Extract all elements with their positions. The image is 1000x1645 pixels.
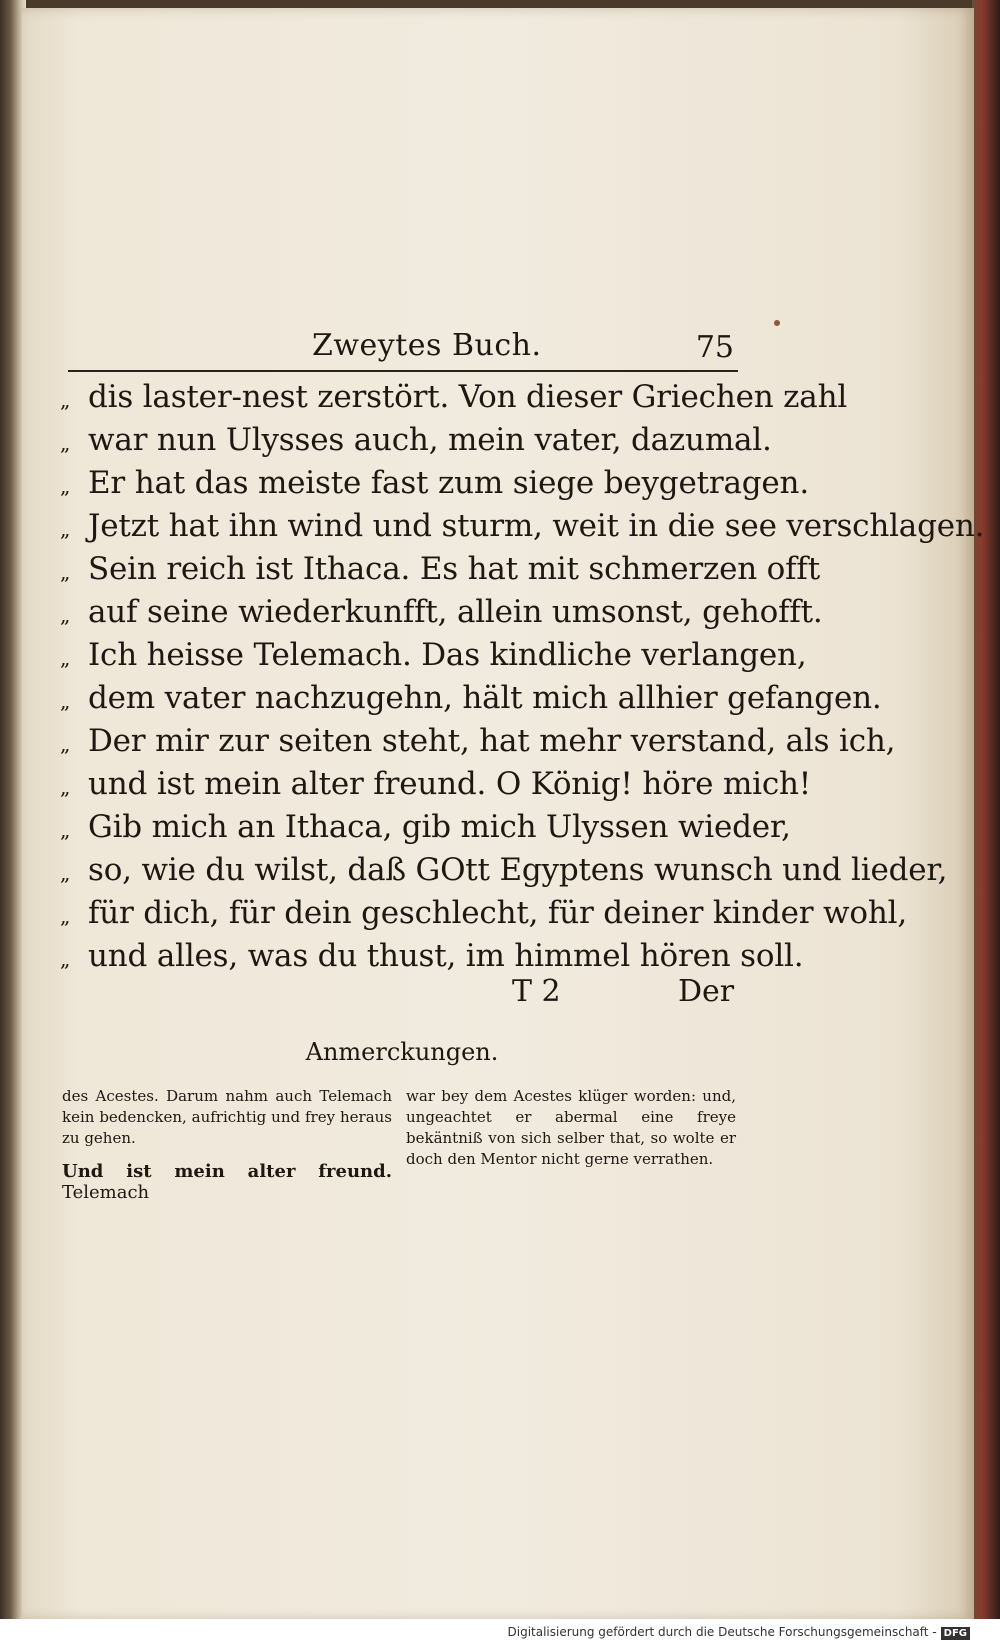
verse-text: war nun Ulysses auch, mein vater, dazumal. <box>88 422 772 458</box>
quote-mark: „ <box>60 388 71 412</box>
note-paragraph: war bey dem Acestes klüger worden: und, ungeachtet er abermal eine freye bekäntniß von sich selber that, so wolte er doch den Mentor nicht gerne verrathen. <box>406 1087 736 1168</box>
verse-line <box>60 892 907 935</box>
running-title: Zweytes Buch. <box>312 328 542 363</box>
verse-line <box>60 935 804 978</box>
notes-column-right <box>406 1086 736 1170</box>
verse-block <box>60 376 985 978</box>
verse-line <box>60 634 807 677</box>
verse-text: dem vater nachzugehn, hält mich allhier gefangen. <box>88 680 882 716</box>
note-paragraph: des Acestes. Darum nahm auch Telemach kein bedencken, aufrichtig und frey heraus zu gehen. <box>62 1087 392 1147</box>
quote-mark: „ <box>60 818 71 842</box>
verse-line <box>60 720 896 763</box>
book-binding <box>972 0 1000 1645</box>
footer-strip <box>0 1619 1000 1645</box>
note-paragraph <box>62 1161 392 1203</box>
dfg-logo: DFG <box>941 1627 970 1640</box>
verse-text: Sein reich ist Ithaca. Es hat mit schmerzen offt <box>88 551 820 587</box>
verse-line <box>60 419 772 462</box>
footer-credit-text: Digitalisierung gefördert durch die Deutsche Forschungsgemeinschaft - <box>507 1625 937 1639</box>
quote-mark: „ <box>60 947 71 971</box>
verse-text: Er hat das meiste fast zum siege beygetragen. <box>88 465 809 501</box>
quote-mark: „ <box>60 646 71 670</box>
verse-text: so, wie du wilst, daß GOtt Egyptens wunsch und lieder, <box>88 852 948 888</box>
quote-mark: „ <box>60 775 71 799</box>
note-text: Telemach <box>62 1182 150 1203</box>
verse-line <box>60 763 812 806</box>
quote-mark: „ <box>60 474 71 498</box>
verse-text: auf seine wiederkunfft, allein umsonst, gehofft. <box>88 594 823 630</box>
quote-mark: „ <box>60 603 71 627</box>
quote-mark: „ <box>60 732 71 756</box>
verse-line <box>60 376 848 419</box>
notes-heading: Anmerckungen. <box>305 1038 499 1066</box>
quote-mark: „ <box>60 904 71 928</box>
verse-line <box>60 505 985 548</box>
footer-credit <box>508 1625 971 1640</box>
verse-text: Gib mich an Ithaca, gib mich Ulyssen wieder, <box>88 809 791 845</box>
verse-text: Der mir zur seiten steht, hat mehr verstand, als ich, <box>88 723 896 759</box>
verse-line <box>60 462 809 505</box>
verse-text: und ist mein alter freund. O König! höre mich! <box>88 766 812 802</box>
quote-mark: „ <box>60 560 71 584</box>
quote-mark: „ <box>60 689 71 713</box>
verse-line <box>60 677 882 720</box>
ink-stain <box>774 320 780 326</box>
verse-line <box>60 849 948 892</box>
verse-text: für dich, für dein geschlecht, für deiner kinder wohl, <box>88 895 907 931</box>
verse-text: dis laster-nest zerstört. Von dieser Griechen zahl <box>88 379 848 415</box>
signature-mark: T 2 <box>512 974 561 1009</box>
page-number: 75 <box>695 330 734 365</box>
verse-text: und alles, was du thust, im himmel hören soll. <box>88 938 804 974</box>
quote-mark: „ <box>60 431 71 455</box>
catchword: Der <box>678 974 735 1009</box>
notes-column-left <box>62 1086 392 1203</box>
verse-text: Ich heisse Telemach. Das kindliche verlangen, <box>88 637 807 673</box>
verse-line <box>60 591 823 634</box>
verse-line <box>60 806 791 849</box>
note-lemma: Und ist mein alter freund. <box>62 1161 392 1182</box>
book-page <box>22 8 985 1620</box>
quote-mark: „ <box>60 861 71 885</box>
verse-text: Jetzt hat ihn wind und sturm, weit in die see verschlagen. <box>88 508 985 544</box>
running-header <box>68 326 738 372</box>
verse-line <box>60 548 820 591</box>
quote-mark: „ <box>60 517 71 541</box>
